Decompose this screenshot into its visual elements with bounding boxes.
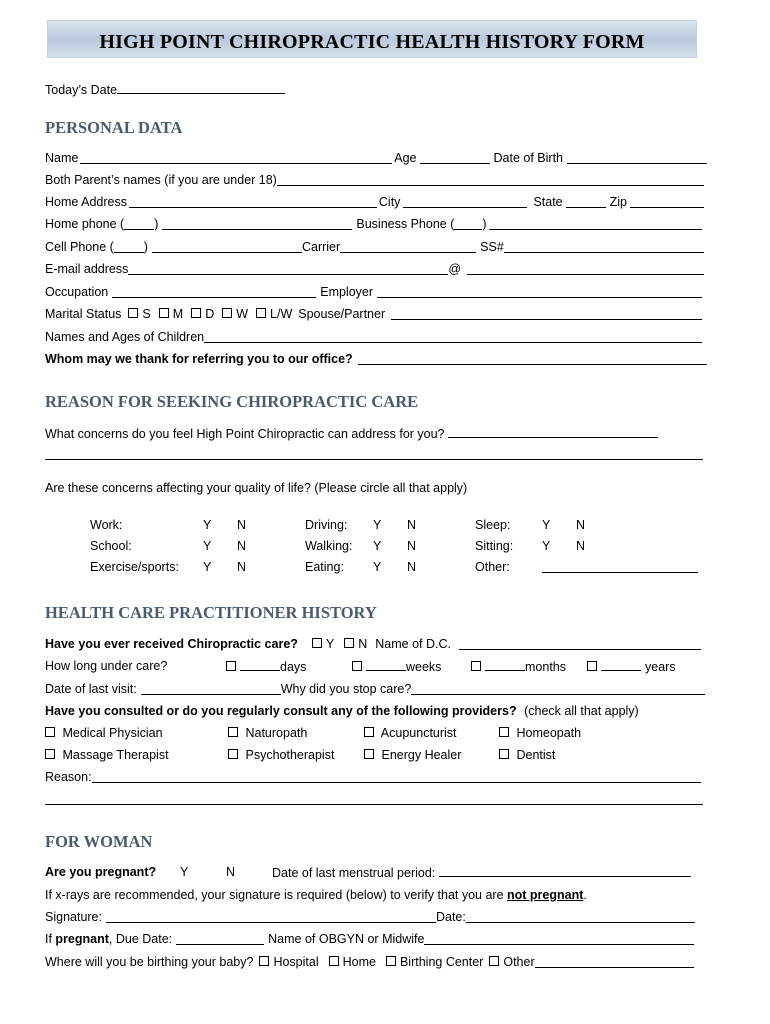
employer-field[interactable]	[377, 284, 702, 298]
checkbox-icon	[256, 308, 266, 318]
driving-label: Driving:	[305, 518, 348, 532]
dob-field[interactable]	[567, 150, 707, 164]
birth-hospital-option[interactable]	[259, 953, 318, 971]
email-label: E-mail address	[45, 262, 129, 276]
school-yes[interactable]: Y	[203, 539, 212, 553]
option-label: N	[358, 637, 368, 651]
spouse-label: Spouse/Partner	[298, 307, 386, 321]
woman-heading: FOR WOMAN	[45, 832, 153, 851]
concerns-row	[45, 424, 658, 443]
cell-area-code-field[interactable]	[114, 239, 144, 253]
months-field[interactable]	[485, 657, 525, 671]
provider-label: Acupuncturist	[380, 726, 457, 740]
due-date-field[interactable]	[176, 931, 264, 945]
birthing-row	[45, 953, 696, 971]
birth-other-field[interactable]	[535, 954, 694, 968]
birth-option-label: Hospital	[273, 955, 319, 969]
age-label: Age	[394, 151, 417, 165]
checkbox-icon	[364, 727, 374, 737]
checkbox-icon	[386, 956, 396, 966]
years-field[interactable]	[601, 657, 641, 671]
eating-no[interactable]: N	[407, 560, 417, 574]
provider-dentist[interactable]	[499, 746, 555, 764]
checkbox-icon	[587, 661, 597, 671]
occupation-field[interactable]	[112, 284, 316, 298]
cell-row	[45, 238, 706, 256]
work-no[interactable]: N	[237, 518, 247, 532]
name-row	[45, 149, 707, 167]
menstrual-label: Date of last menstrual period:	[272, 866, 436, 880]
checkbox-icon	[259, 956, 269, 966]
ss-field[interactable]	[504, 239, 704, 253]
marital-option-lw[interactable]	[256, 305, 292, 323]
occupation-row	[45, 283, 704, 301]
marital-option-label: L/W	[270, 307, 293, 321]
marital-option-label: W	[236, 307, 249, 321]
marital-option-label: D	[205, 307, 215, 321]
name-dc-field[interactable]	[459, 636, 701, 650]
why-stop-field[interactable]	[411, 681, 705, 695]
obgyn-label: Name of OBGYN or Midwife	[268, 932, 425, 946]
checkbox-icon	[226, 661, 236, 671]
personal-data-heading: PERSONAL DATA	[45, 118, 183, 137]
marital-option-w[interactable]	[222, 305, 248, 323]
work-yes[interactable]: Y	[203, 518, 212, 532]
birth-home-option[interactable]	[329, 953, 376, 971]
menstrual-field[interactable]	[439, 863, 691, 877]
business-phone-label: Business Phone (	[356, 217, 455, 231]
signature-field[interactable]	[106, 909, 436, 923]
phone-row	[45, 215, 704, 233]
if-word: If	[45, 932, 56, 946]
name-field[interactable]	[80, 150, 392, 164]
provider-acupuncturist[interactable]	[364, 724, 457, 742]
if-pregnant: pregnant	[55, 932, 109, 946]
walking-label: Walking:	[305, 539, 353, 553]
concerns-label: What concerns do you feel High Point Chiropractic can address for you?	[45, 427, 445, 441]
weeks-option[interactable]	[352, 657, 441, 676]
provider-massage[interactable]	[45, 746, 169, 764]
city-label: City	[378, 195, 401, 209]
checkbox-icon	[228, 727, 238, 737]
eating-label: Eating:	[305, 560, 344, 574]
checkbox-icon	[364, 749, 374, 759]
checkbox-icon	[344, 638, 354, 648]
home-phone-label: Home phone (	[45, 217, 125, 231]
parents-field[interactable]	[277, 172, 704, 186]
months-label: months	[525, 660, 566, 674]
checkbox-icon	[228, 749, 238, 759]
quality-question: Are these concerns affecting your quality of life? (Please circle all that apply)	[45, 481, 468, 495]
last-visit-label: Date of last visit:	[45, 682, 137, 696]
name-dc-label: Name of D.C.	[375, 637, 451, 651]
checkbox-icon	[352, 661, 362, 671]
marital-option-d[interactable]	[191, 305, 214, 323]
marital-label: Marital Status	[45, 307, 122, 321]
age-field[interactable]	[420, 150, 490, 164]
referral-row	[45, 350, 709, 368]
signature-label: Signature:	[45, 910, 102, 924]
date-field[interactable]	[466, 909, 695, 923]
years-label: years	[645, 660, 676, 674]
concerns-field[interactable]	[448, 424, 658, 438]
xray-not-pregnant: not pregnant	[507, 888, 584, 902]
received-care-row	[45, 635, 703, 653]
zip-field[interactable]	[630, 194, 704, 208]
email-row	[45, 260, 706, 278]
reason-heading: REASON FOR SEEKING CHIROPRACTIC CARE	[45, 392, 419, 411]
birth-option-label: Birthing Center	[399, 955, 484, 969]
received-yes-option[interactable]	[312, 635, 334, 653]
at-sign: @	[448, 262, 462, 276]
todays-date-label: Today’s Date	[45, 83, 118, 97]
birthing-label: Where will you be birthing your baby?	[45, 955, 254, 969]
provider-label: Homeopath	[516, 726, 582, 740]
walking-no[interactable]: N	[407, 539, 417, 553]
provider-homeopath[interactable]	[499, 724, 581, 742]
eating-yes[interactable]: Y	[373, 560, 382, 574]
days-field[interactable]	[240, 657, 280, 671]
checkbox-icon	[489, 956, 499, 966]
checkbox-icon	[499, 727, 509, 737]
marital-option-label: S	[142, 307, 151, 321]
children-field[interactable]	[204, 329, 702, 343]
marital-option-label: M	[172, 307, 184, 321]
state-label: State	[533, 195, 563, 209]
months-option[interactable]	[471, 657, 566, 676]
exercise-yes[interactable]: Y	[203, 560, 212, 574]
signature-row	[45, 908, 697, 926]
birth-other-option[interactable]	[489, 953, 534, 971]
sleep-no[interactable]: N	[576, 518, 586, 532]
checkbox-icon	[159, 308, 169, 318]
name-label: Name	[45, 151, 79, 165]
days-label: days	[280, 660, 307, 674]
cell-phone-field[interactable]	[152, 239, 302, 253]
how-long-label: How long under care?	[45, 659, 168, 673]
reason-field[interactable]	[92, 769, 701, 783]
home-area-code-field[interactable]	[124, 216, 154, 230]
provider-naturopath[interactable]	[228, 724, 307, 742]
checkbox-icon	[45, 727, 55, 737]
business-phone-paren: )	[482, 217, 487, 231]
parents-label: Both Parent’s names (if you are under 18)	[45, 173, 277, 187]
sitting-label: Sitting:	[475, 539, 514, 553]
address-row	[45, 193, 704, 211]
years-option[interactable]	[587, 657, 676, 676]
driving-yes[interactable]: Y	[373, 518, 382, 532]
checkbox-icon	[312, 638, 322, 648]
marital-option-m[interactable]	[159, 305, 183, 323]
provider-psychotherapist[interactable]	[228, 746, 334, 764]
concerns-extra-line[interactable]	[45, 459, 703, 460]
spouse-field[interactable]	[391, 306, 702, 320]
walking-yes[interactable]: Y	[373, 539, 382, 553]
checkbox-icon	[329, 956, 339, 966]
marital-row	[45, 305, 704, 323]
exercise-label: Exercise/sports:	[90, 560, 179, 574]
checkbox-icon	[471, 661, 481, 671]
obgyn-field[interactable]	[424, 931, 694, 945]
driving-no[interactable]: N	[407, 518, 417, 532]
home-phone-field[interactable]	[162, 216, 352, 230]
carrier-label: Carrier	[301, 240, 341, 254]
provider-label: Medical Physician	[62, 726, 163, 740]
last-visit-field[interactable]	[141, 681, 281, 695]
cell-phone-label: Cell Phone (	[45, 240, 114, 254]
address-field[interactable]	[129, 194, 377, 208]
provider-label: Energy Healer	[381, 748, 462, 762]
checkbox-icon	[222, 308, 232, 318]
received-no-option[interactable]	[344, 635, 367, 653]
city-field[interactable]	[403, 194, 527, 208]
xray-statement	[45, 886, 587, 904]
marital-option-s[interactable]	[128, 305, 150, 323]
children-label: Names and Ages of Children	[45, 330, 205, 344]
email-user-field[interactable]	[128, 261, 448, 275]
reason-row	[45, 768, 703, 786]
option-label: Y	[325, 637, 335, 651]
referral-field[interactable]	[358, 351, 707, 365]
pregnant-yes[interactable]: Y	[180, 865, 189, 879]
sitting-yes[interactable]: Y	[542, 539, 551, 553]
provider-medical[interactable]	[45, 724, 163, 742]
provider-label: Psychotherapist	[245, 748, 335, 762]
received-care-label: Have you ever received Chiropractic care?	[45, 637, 298, 651]
business-area-code-field[interactable]	[454, 216, 482, 230]
why-stop-label: Why did you stop care?	[280, 682, 412, 696]
xray-period: .	[583, 888, 587, 902]
dob-label: Date of Birth	[493, 151, 563, 165]
provider-label: Dentist	[516, 748, 556, 762]
home-phone-paren: )	[154, 217, 159, 231]
todays-date-row	[45, 80, 285, 99]
carrier-field[interactable]	[340, 239, 476, 253]
address-label: Home Address	[45, 195, 127, 209]
due-date-row	[45, 930, 696, 948]
sleep-yes[interactable]: Y	[542, 518, 551, 532]
practitioner-heading: HEALTH CARE PRACTITIONER HISTORY	[45, 603, 377, 622]
cell-phone-paren: )	[143, 240, 148, 254]
parents-row	[45, 171, 706, 189]
checkbox-icon	[499, 749, 509, 759]
reason-label: Reason:	[45, 770, 92, 784]
provider-label: Massage Therapist	[62, 748, 169, 762]
employer-label: Employer	[320, 285, 374, 299]
state-field[interactable]	[566, 194, 606, 208]
menstrual-row	[272, 863, 691, 882]
email-domain-field[interactable]	[467, 261, 704, 275]
weeks-label: weeks	[406, 660, 442, 674]
work-label: Work:	[90, 518, 123, 532]
checkbox-icon	[45, 749, 55, 759]
other-label: Other:	[475, 560, 510, 574]
birth-option-label: Other	[503, 955, 535, 969]
xray-text: If x-rays are recommended, your signature is required (below) to verify that you are	[45, 888, 508, 902]
consulted-row	[45, 702, 639, 720]
exercise-no[interactable]: N	[237, 560, 247, 574]
birth-option-label: Home	[342, 955, 376, 969]
form-title: HIGH POINT CHIROPRACTIC HEALTH HISTORY FORM	[99, 31, 645, 53]
pregnant-no[interactable]: N	[226, 865, 236, 879]
provider-energy-healer[interactable]	[364, 746, 461, 764]
provider-label: Naturopath	[245, 726, 308, 740]
days-option[interactable]	[226, 657, 306, 676]
todays-date-field[interactable]	[117, 80, 285, 94]
checkbox-icon	[128, 308, 138, 318]
last-visit-row	[45, 680, 707, 698]
referral-label: Whom may we thank for referring you to our office?	[45, 352, 353, 366]
sitting-no[interactable]: N	[576, 539, 586, 553]
due-date-label: , Due Date:	[108, 932, 173, 946]
weeks-field[interactable]	[366, 657, 406, 671]
ss-label: SS#	[480, 240, 504, 254]
date-label: Date:	[435, 910, 466, 924]
school-no[interactable]: N	[237, 539, 247, 553]
reason-extra-line[interactable]	[45, 804, 703, 805]
occupation-label: Occupation	[45, 285, 109, 299]
consulted-note: (check all that apply)	[524, 704, 639, 718]
birth-center-option[interactable]	[386, 953, 483, 971]
other-field[interactable]	[542, 558, 698, 573]
pregnant-label: Are you pregnant?	[45, 865, 157, 879]
sleep-label: Sleep:	[475, 518, 511, 532]
consulted-label: Have you consulted or do you regularly consult any of the following providers?	[45, 704, 517, 718]
children-row	[45, 328, 704, 346]
business-phone-field[interactable]	[489, 216, 702, 230]
zip-label: Zip	[609, 195, 627, 209]
school-label: School:	[90, 539, 132, 553]
checkbox-icon	[191, 308, 201, 318]
